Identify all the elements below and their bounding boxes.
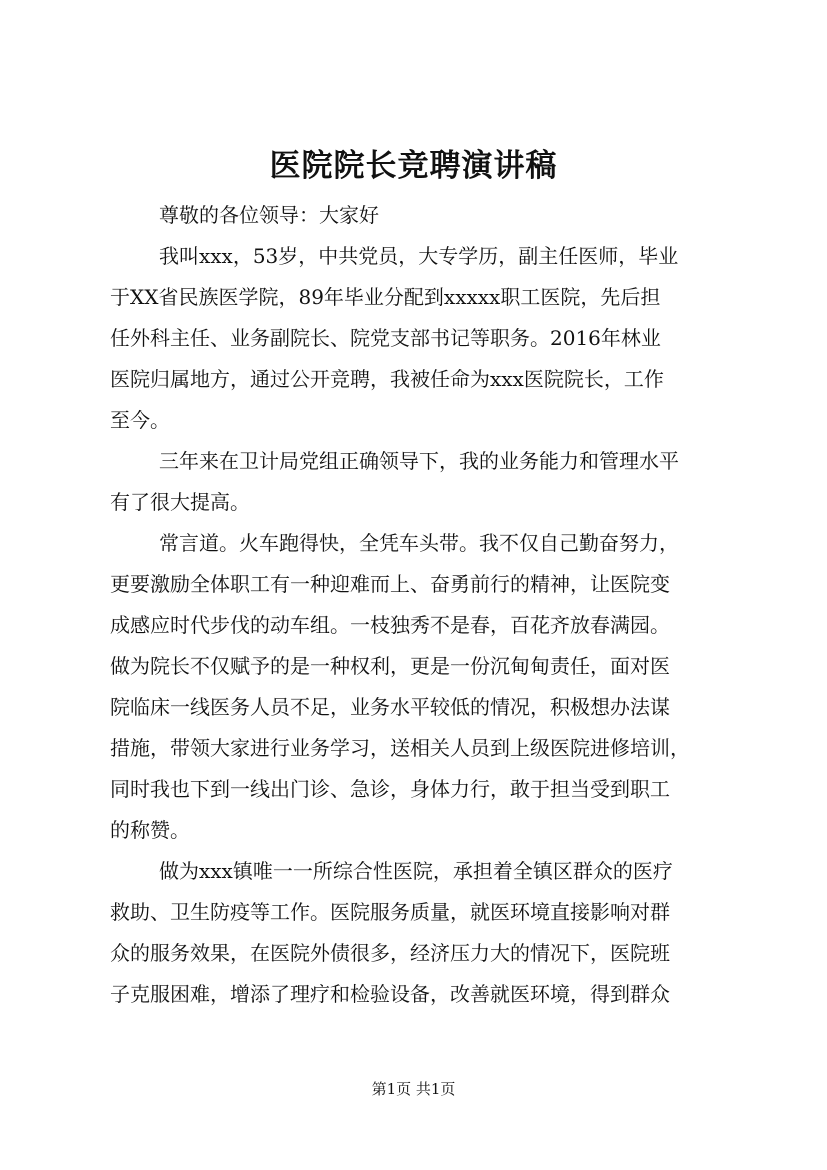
text-line: 的称赞。 [110, 818, 190, 842]
paragraph-introduction [110, 236, 740, 441]
text-line: 做为xxx镇唯一一所综合性医院，承担着全镇区群众的医疗 [159, 859, 673, 883]
text-line: 子克服困难，增添了理疗和检验设备，改善就医环境，得到群众 [110, 982, 670, 1006]
text-line: 成感应时代步伐的动车组。一枝独秀不是春，百花齐放春满园。 [110, 613, 670, 637]
text-line: 救助、卫生防疫等工作。医院服务质量，就医环境直接影响对群 [110, 900, 670, 924]
text-line: 医院归属地方，通过公开竞聘，我被任命为xxx医院院长，工作 [110, 367, 664, 391]
text-line: 至今。 [110, 408, 170, 432]
text-line: 同时我也下到一线出门诊、急诊，身体力行，敢于担当受到职工 [110, 777, 670, 801]
text-line: 做为院长不仅赋予的是一种权利，更是一份沉甸甸责任，面对医 [110, 654, 670, 678]
text-line: 更要激励全体职工有一种迎难而上、奋勇前行的精神，让医院变 [110, 572, 670, 596]
text-line: 有了很大提高。 [110, 490, 250, 514]
text-line: 众的服务效果，在医院外债很多，经济压力大的情况下，医院班 [110, 941, 670, 965]
text-line: 院临床一线医务人员不足，业务水平较低的情况，积极想办法谋 [110, 695, 670, 719]
text-line: 我叫xxx，53岁，中共党员，大专学历，副主任医师，毕业 [159, 244, 679, 268]
page-footer: 第1页 共1页 [371, 1080, 456, 1098]
paragraph-progress [110, 441, 740, 523]
text-line: 于XX省民族医学院，89年毕业分配到xxxxx职工医院，先后担 [110, 285, 661, 309]
paragraph-leadership [110, 523, 740, 851]
text-line: 任外科主任、业务副院长、院党支部书记等职务。2016年林业 [110, 326, 661, 350]
document-title: 医院院长竞聘演讲稿 [269, 148, 558, 184]
text-line: 三年来在卫计局党组正确领导下，我的业务能力和管理水平 [159, 449, 679, 473]
paragraph-greeting [110, 195, 740, 236]
text-line: 常言道。火车跑得快，全凭车头带。我不仅自己勤奋努力， [159, 531, 679, 555]
document-body [110, 195, 740, 1015]
text-line: 尊敬的各位领导：大家好 [159, 203, 379, 227]
paragraph-hospital-service [110, 851, 740, 1015]
text-line: 措施，带领大家进行业务学习，送相关人员到上级医院进修培训， [110, 736, 690, 760]
